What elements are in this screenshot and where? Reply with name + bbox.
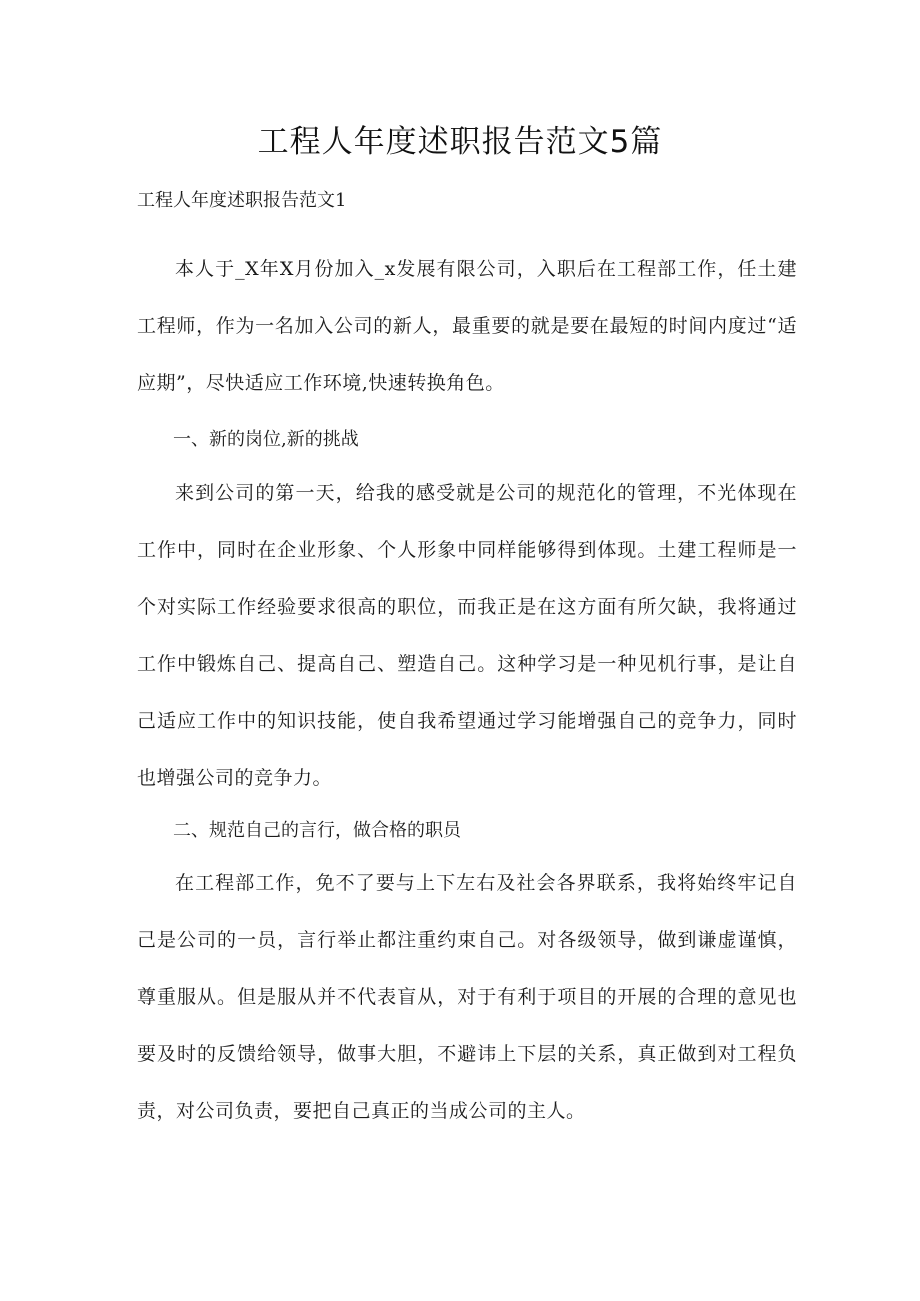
paragraph-section-1: 来到公司的第一天，给我的感受就是公司的规范化的管理，不光体现在工作中，同时在企业形象、个人形象中同样能够得到体现。土建工程师是一个对实际工作经验要求很高的职位，而我正是在这方面有所欠缺，我将通过工作中锻炼自己、提高自己、塑造自己。这种学习是一种见机行事，是让自己适应工作中的知识技能，使自我希望通过学习能增强自己的竞争力，同时也增强公司的竞争力。 [137,482,797,789]
document-subtitle: 工程人年度述职报告范文1 [137,190,347,211]
section-heading-1: 一、新的岗位,新的挑战 [173,429,359,450]
section-heading-2: 二、规范自己的言行，做合格的职员 [173,820,461,841]
paragraph-intro: 本人于_X年X月份加入_x发展有限公司，入职后在工程部工作，任土建工程师，作为一名加入公司的新人，最重要的就是要在最短的时间内度过“适应期”，尽快适应工作环境,快速转换角色。 [137,258,797,394]
paragraph-section-2: 在工程部工作，免不了要与上下左右及社会各界联系，我将始终牢记自己是公司的一员，言行举止都注重约束自己。对各级领导，做到谦虚谨慎，尊重服从。但是服从并不代表盲从，对于有利于项目的开展的合理的意见也要及时的反馈给领导，做事大胆，不避讳上下层的关系，真正做到对工程负责，对公司负责，要把自己真正的当成公司的主人。 [137,872,797,1122]
document-title: 工程人年度述职报告范文5篇 [257,124,663,160]
